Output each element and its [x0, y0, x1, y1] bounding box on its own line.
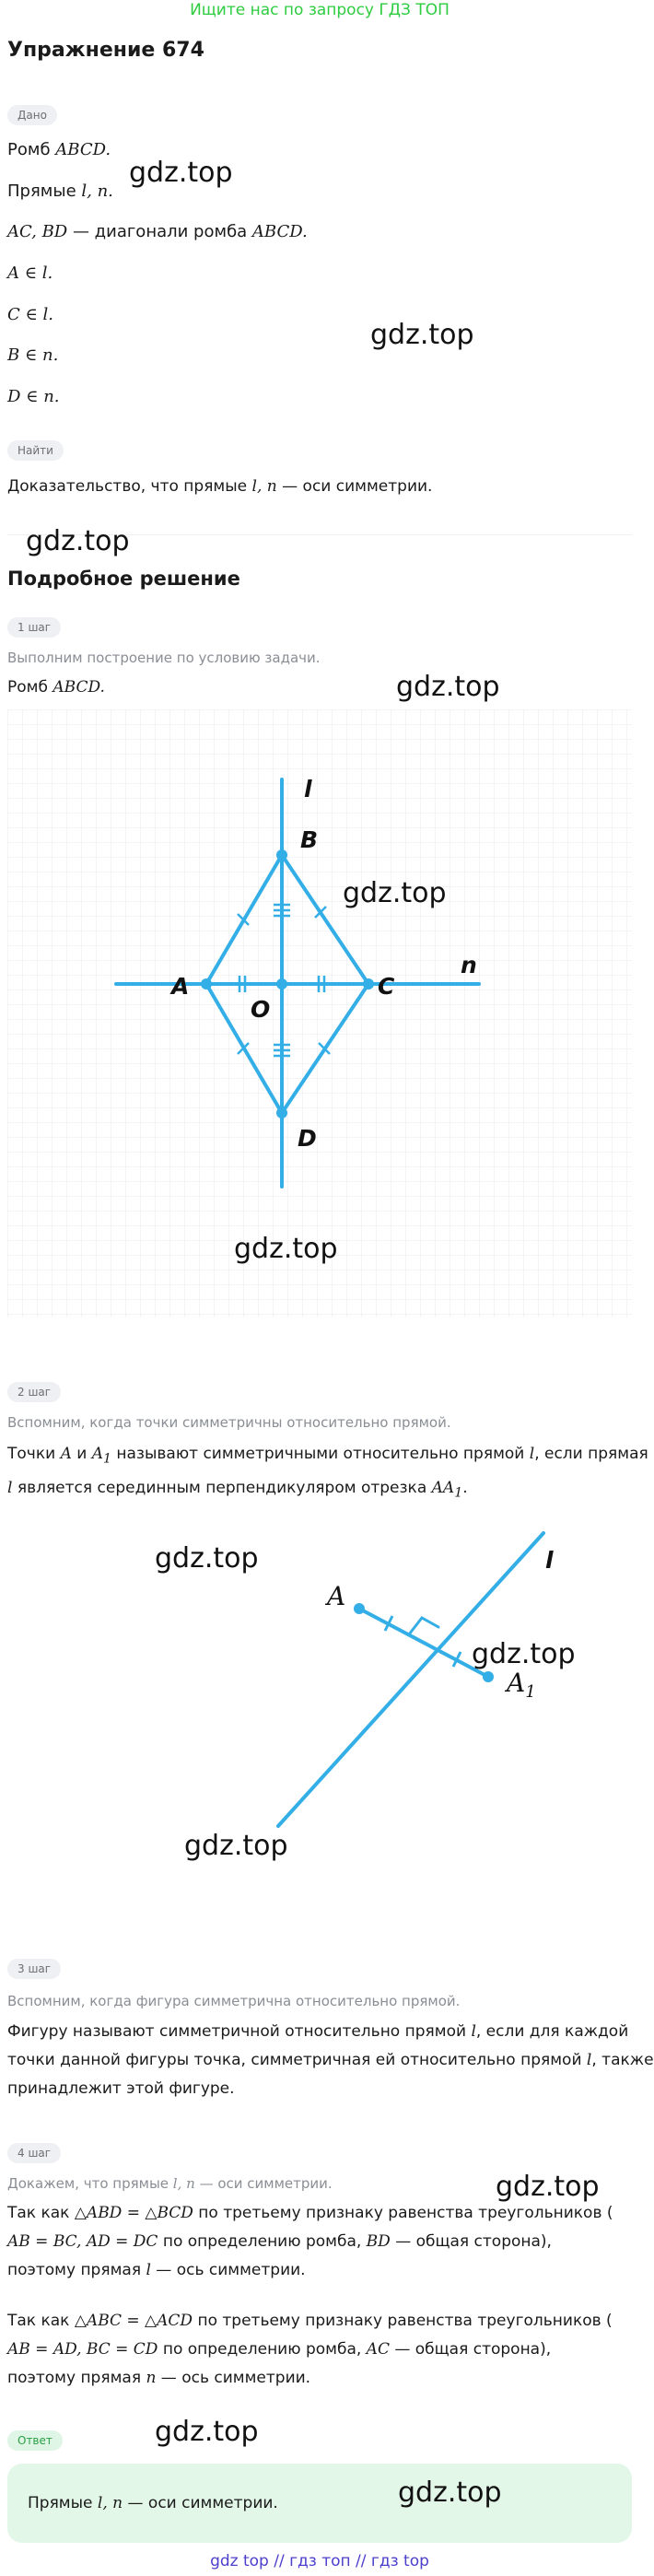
step4-a2: AB = BC, AD = DC по определению ромба, BD — общая сторона), [7, 2232, 552, 2251]
point-a [354, 1603, 365, 1614]
point-c [363, 978, 374, 989]
given-line-1: Ромб ABCD. [7, 140, 111, 159]
watermark: gdz.top [496, 2171, 600, 2203]
watermark: gdz.top [155, 2416, 259, 2448]
watermark: gdz.top [129, 157, 233, 189]
watermark: gdz.top [398, 2476, 502, 2509]
line-l [278, 1533, 543, 1826]
page-title: Упражнение 674 [7, 39, 204, 62]
footer-links[interactable]: gdz top // гдз топ // гдз top [210, 2552, 429, 2570]
step1-hint: Выполним построение по условию задачи. [7, 650, 321, 666]
top-banner[interactable]: Ищите нас по запросу ГДЗ ТОП [190, 1, 450, 19]
step4-b3: поэтому прямая n — ось симметрии. [7, 2369, 311, 2387]
label-d: D [298, 1125, 317, 1152]
point-d [276, 1107, 287, 1118]
step4-a3: поэтому прямая l — ось симметрии. [7, 2261, 306, 2279]
rhombus-figure [7, 709, 632, 1317]
point-a1 [483, 1671, 494, 1682]
answer-tag: Ответ [7, 2430, 63, 2451]
step1-text: Ромб ABCD. [7, 678, 105, 697]
label-l: l [304, 776, 312, 802]
solution-title: Подробное решение [7, 568, 240, 590]
find-tag: Найти [7, 440, 64, 461]
watermark: gdz.top [396, 671, 500, 703]
step3-p1: Фигуру называют симметричной относительно прямой l, если для каждой [7, 2022, 629, 2041]
step3-hint: Вспомним, когда фигура симметрична относительно прямой. [7, 1993, 461, 2009]
label-b: B [300, 826, 319, 853]
step2-p1: Точки A и $A_1$ называют симметричными относительно прямой l, если прямая [7, 1445, 648, 1467]
step4-hint: Докажем, что прямые l, n — оси симметрии. [7, 2175, 333, 2192]
answer-text: Прямые l, n — оси симметрии. [28, 2494, 278, 2512]
given-tag: Дано [7, 105, 57, 125]
label-a1: $A_1$ [507, 1668, 536, 1702]
grid-background [7, 709, 632, 1317]
label-a: A [327, 1581, 346, 1611]
watermark: gdz.top [370, 319, 474, 351]
find-text: Доказательство, что прямые l, n — оси симметрии. [7, 477, 433, 496]
right-angle-mark [409, 1618, 438, 1634]
label-n: n [461, 952, 477, 978]
step4-b1: Так как △ABC = △ACD по третьему признаку равенства треугольников ( [7, 2312, 613, 2330]
label-l: l [545, 1547, 554, 1574]
step3-tag: 3 шаг [7, 1959, 61, 1979]
given-line-4: A ∈ l. [7, 263, 53, 283]
watermark: gdz.top [472, 1638, 576, 1670]
step4-tag: 4 шаг [7, 2143, 61, 2163]
label-o: O [251, 996, 271, 1023]
given-line-5: C ∈ l. [7, 305, 54, 324]
step4-a1: Так как △ABD = △BCD по третьему признаку равенства треугольников ( [7, 2204, 613, 2222]
given-line-2: Прямые l, n. [7, 181, 113, 201]
step3-p3: принадлежит этой фигуре. [7, 2079, 235, 2098]
watermark: gdz.top [155, 1542, 259, 1575]
point-a [201, 978, 212, 989]
given-line-7: D ∈ n. [7, 387, 60, 406]
step2-p2: l является серединным перпендикуляром отрезка $AA_1$. [7, 1479, 468, 1501]
watermark: gdz.top [184, 1830, 288, 1862]
symmetry-figure [0, 1511, 639, 1843]
step1-tag: 1 шаг [7, 617, 61, 638]
step2-hint: Вспомним, когда точки симметричны относительно прямой. [7, 1414, 451, 1431]
point-b [276, 849, 287, 861]
given-line-3: AC, BD — диагонали ромба ABCD. [7, 222, 308, 241]
watermark: gdz.top [343, 877, 447, 909]
watermark: gdz.top [26, 525, 130, 557]
given-line-6: B ∈ n. [7, 345, 59, 365]
watermark: gdz.top [234, 1233, 338, 1265]
point-o [276, 978, 287, 989]
label-a: A [171, 973, 190, 1000]
label-c: C [378, 973, 395, 1000]
step2-tag: 2 шаг [7, 1382, 61, 1402]
step3-p2: точки данной фигуры точка, симметричная ей относительно прямой l, также [7, 2051, 654, 2069]
step4-b2: AB = AD, BC = CD по определению ромба, AC — общая сторона), [7, 2340, 552, 2359]
